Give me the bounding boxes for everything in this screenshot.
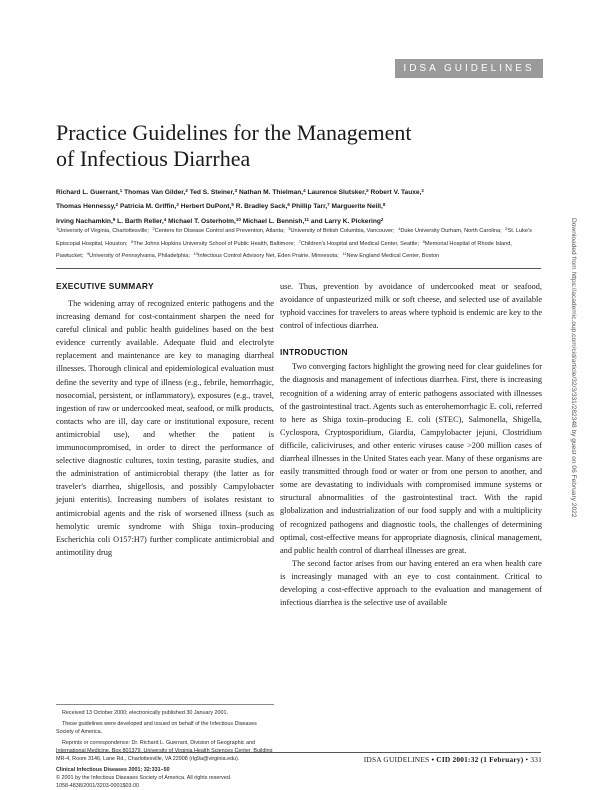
author-list <box>56 185 538 228</box>
author: Marguerite Neill,$^8$ <box>331 202 386 211</box>
author: and Larry K. Pickering$^2$ <box>310 216 384 225</box>
author: Michael L. Bennish,$^{11}$ <box>242 216 310 225</box>
author: Thomas Hennessy,$^2$ <box>56 202 119 211</box>
executive-summary-heading: EXECUTIVE SUMMARY <box>56 281 154 291</box>
journal-citation: Clinical Infectious Diseases 2001; 32:331–50 <box>56 766 170 773</box>
footer-bullet: • <box>525 755 531 764</box>
footer-bullet: • <box>431 755 437 764</box>
section-banner: IDSA GUIDELINES <box>395 59 543 78</box>
author: Nathan M. Thielman,$^4$ <box>239 188 306 196</box>
affiliation: $^2$Centers for Disease Control and Prevention, Atlanta; <box>152 226 285 234</box>
article-title <box>56 120 416 172</box>
guidelines-note: These guidelines were developed and issued on behalf of the Infectious Diseases Society of America. <box>56 720 257 735</box>
reprints-note: Reprints or correspondence: Dr. Richard L. Guerrant, Division of Geographic and International Medicine, Box 801379, University of Virginia Health Sciences Center, Building MR-4, Room 3146, Lane Rd., Charlottesville, VA 22908 (rlg9a@virginia.edu). <box>56 739 273 763</box>
right-column <box>280 280 542 609</box>
introduction-paragraph-2: The second factor arises from our having entered an era when health care is increasingly managed with an eye to cost containment. Critical to developing a cost-effective approach to the evaluation and management of infectious diarrhea is the selective use of available <box>280 558 542 608</box>
left-column <box>56 280 274 559</box>
download-watermark: Downloaded from https://academic.oup.com/cid/article/32/3/331/282348 by guest on 06 February 2022 <box>570 218 577 518</box>
affiliation: $^7$Children's Hospital and Medical Center, Seattle; <box>298 238 420 247</box>
affiliation: $^4$Duke University Durham, North Carolina; <box>398 226 502 234</box>
affiliation: $^3$University of British Columbia, Vancouver; <box>288 226 395 234</box>
issn-note: 1058-4838/2001/3203-0001$03.00 <box>56 783 140 790</box>
running-footer <box>364 755 542 764</box>
received-note: Received 13 October 2000; electronically published 30 January 2001. <box>62 710 229 716</box>
affiliation: $^1$University of Virginia, Charlottesville; <box>56 226 149 234</box>
affiliation: $^9$University of Pennsylvania, Philadelphia; <box>86 251 190 259</box>
author: R. Bradley Sack,$^6$ <box>235 202 290 211</box>
footer-citation: CID 2001:32 (1 February) <box>436 755 524 764</box>
affiliation: $^5$St. Luke's Episcopal Hospital, Houston; <box>56 226 532 247</box>
affiliation: $^8$Memorial Hospital of Rhode Island, Pawtucket; <box>56 238 512 259</box>
author: Patricia M. Griffin,$^2$ <box>119 202 179 211</box>
author: Richard L. Guerrant,$^1$ <box>56 188 123 196</box>
footer-divider <box>56 752 541 753</box>
title-line-2: of Infectious Diarrhea <box>56 146 251 171</box>
affiliation: $^{10}$Infectious Control Advisory Net, Eden Prairie, Minnesota; <box>193 251 339 259</box>
footnote-divider <box>56 704 274 705</box>
affiliations <box>56 224 540 262</box>
footnotes <box>56 709 274 790</box>
author: Phillip Tarr,$^7$ <box>291 202 330 211</box>
author: L. Barth Reller,$^4$ <box>117 216 167 225</box>
introduction-heading: INTRODUCTION <box>280 347 348 358</box>
author: Michael T. Osterholm,$^{10}$ <box>168 216 241 225</box>
page-number: 331 <box>530 755 542 764</box>
author: Irving Nachamkin,$^9$ <box>56 216 116 225</box>
author: Ted S. Steiner,$^3$ <box>189 188 238 196</box>
author: Laurence Slutsker,$^2$ <box>307 188 369 196</box>
copyright-note: © 2001 by the Infectious Diseases Society of America. All rights reserved. <box>56 774 232 781</box>
header-divider <box>56 268 541 269</box>
affiliation: $^6$The Johns Hopkins University School of Public Health, Baltimore; <box>131 238 295 247</box>
author: Robert V. Tauxe,$^2$ <box>370 188 424 196</box>
introduction-paragraph-1: Two converging factors highlight the growing need for clear guidelines for the diagnosis and management of infectious diarrhea. First, there is increasing recognition of a widening array of enteric pathogens associated with illnesses of the gastrointestinal tract. Agents such as enterohemorrhagic E. coli, referred to here as Shiga toxin–producing E. coli (STEC), Salmonella, Shigella, Cyclospora, Cryptosporidium, Giardia, Campylobacter jejuni, Clostridium difficile, caliciviruses, and other enteric viruses cause >200 million cases of diarrheal illnesses in the United States each year. Many of these organisms are easily transmitted through food or water or from one person to another, and some are devastating to individuals with compromised immune systems or structural abnormalities of the gastrointestinal tract. With the rapid globalization and industrialization of our food supply and with a multiplicity of recognized pathogens and diagnostic tools, the challenges of determining optimal, cost-effective means for appropriate diagnosis, clinical management, and public health control of diarrheal illnesses are great. <box>280 362 542 555</box>
executive-summary-continuation: use. Thus, prevention by avoidance of undercooked meat or seafood, avoidance of unpasteurized milk or soft cheese, and selected use of available typhoid vaccines for travelers to areas where typhoid is endemic are key to the control of infectious diarrhea. <box>280 282 542 331</box>
author: Thomas Van Gilder,$^2$ <box>124 188 188 196</box>
executive-summary-paragraph: The widening array of recognized enteric pathogens and the increasing demand for cost-containment sharpen the need for careful clinical and public health guidelines based on the best evidence currently available. Adequate fluid and electrolyte replacement and maintenance are key to managing diarrheal illnesses. Thorough clinical and epidemiological evaluation must define the severity and type of illness (e.g., febrile, hemorrhagic, nosocomial, persistent, or inflammatory), exposures (e.g., travel, ingestion of raw or undercooked meat, seafood, or milk products, contacts who are ill, day care or institutional exposure, recent antimicrobial use), and whether the patient is immunocompromised, in order to direct the performance of selective diagnostic cultures, toxin testing, parasite studies, and the administration of antimicrobial therapy (the latter as for traveler's diarrhea, shigellosis, and possibly Campylobacter jejuni enteritis). Increasing numbers of isolates resistant to antimicrobial agents and the risk of worsened illness (such as hemolytic uremic syndrome with Shiga toxin–producing Escherichia coli O157:H7) further complicate antimicrobial and antimotility drug <box>56 299 274 557</box>
footer-section: IDSA GUIDELINES <box>363 755 430 764</box>
title-line-1: Practice Guidelines for the Management <box>56 120 412 145</box>
author: Herbert DuPont,$^5$ <box>180 202 234 211</box>
affiliation: $^{11}$New England Medical Center, Boston <box>342 251 440 259</box>
